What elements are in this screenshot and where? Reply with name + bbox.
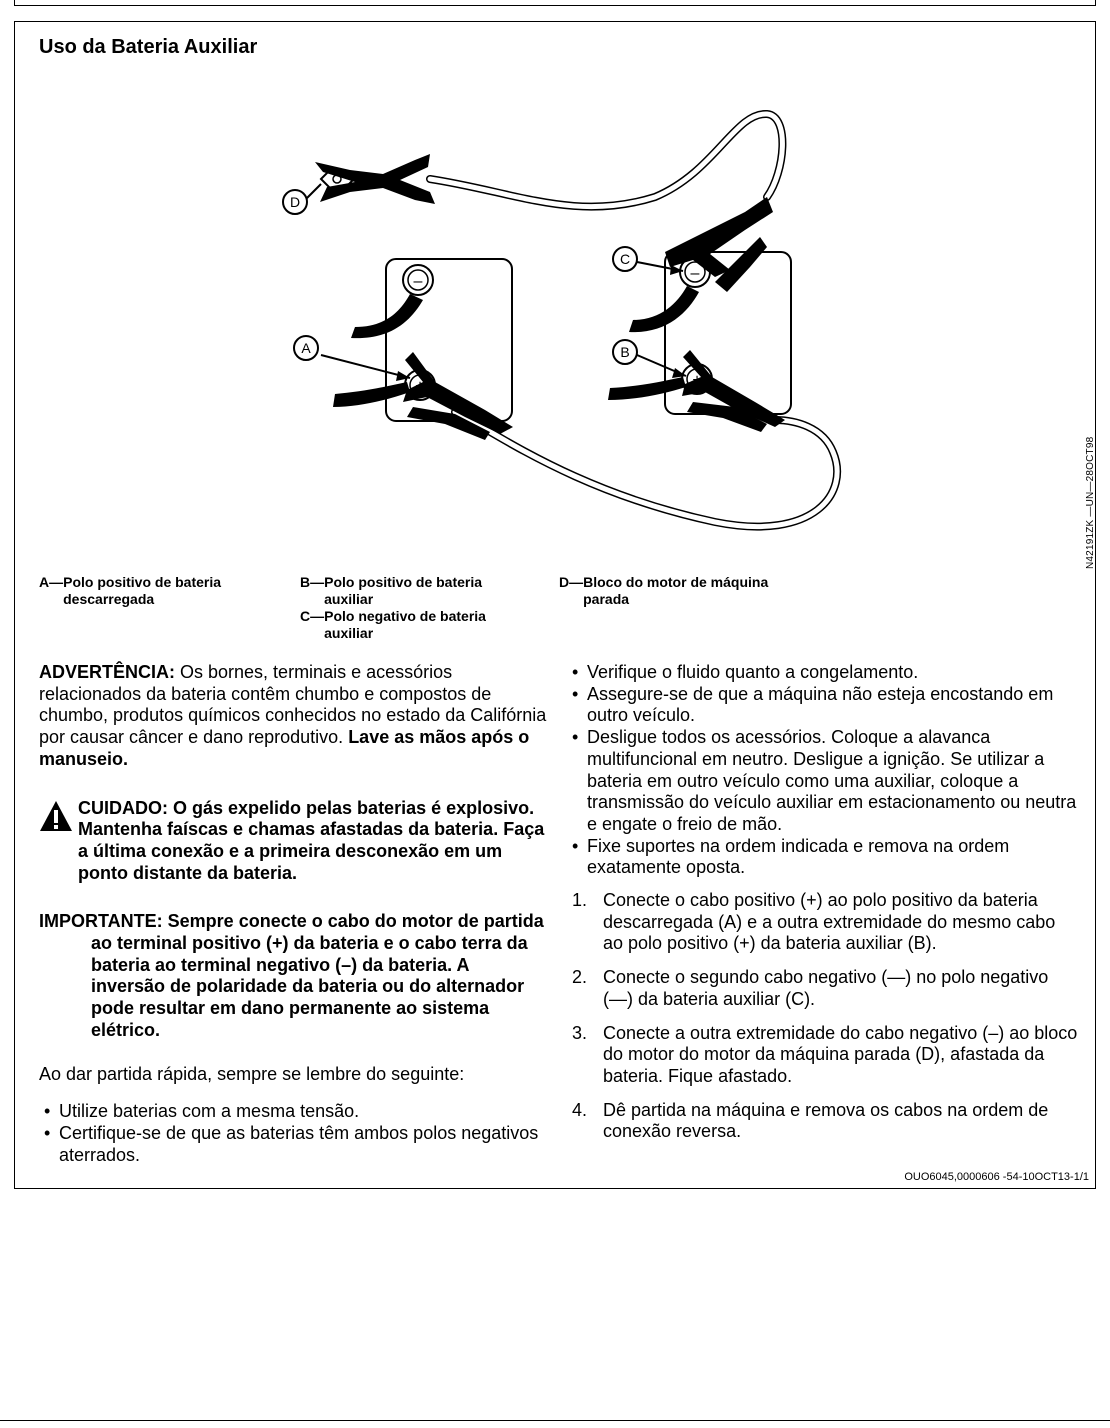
callout-b-marker — [613, 340, 637, 364]
bottom-rule — [0, 1420, 1110, 1421]
positive-cable — [455, 412, 837, 527]
step-item: 2. Conecte o segundo cabo negativo (—) no polo negativo (—) da bateria auxiliar (C). — [572, 967, 1049, 1009]
right-bullet-list — [567, 662, 1079, 879]
caution-block — [39, 798, 547, 885]
callout-a-marker — [294, 336, 318, 360]
callout-a: A— Polo positivo de bateria descarregada — [39, 574, 222, 607]
section-box — [14, 21, 1096, 1189]
list-item: • Verifique o fluido quanto a congelamento. — [567, 662, 1079, 684]
list-item: • Desligue todos os acessórios. Coloque a alavanca multifuncional em neutro. Desligue a ignição. Se utilizar a bateria em outro veículo como uma auxiliar, coloque a transmissão do veículo auxiliar em estacionamento ou neutra e engate o freio de mão. — [567, 727, 1079, 836]
list-item: • Assegure-se de que a máquina não esteja encostando em outro veículo. — [567, 684, 1079, 727]
page-title: Uso da Bateria Auxiliar — [39, 36, 258, 58]
right-column — [567, 662, 1079, 1155]
important-paragraph: IMPORTANTE: Sempre conecte o cabo do motor de partida ao terminal positivo (+) da bateria e o cabo terra da bateria ao terminal negativo (–) da bateria. A inversão de polaridade da bateria ou do alternador pode resultar em dano permanente ao sistema elétrico. — [39, 911, 544, 1040]
warning-paragraph: ADVERTÊNCIA: Os bornes, terminais e acessórios relacionados da bateria contêm chumbo e compostos de chumbo, produtos químicos conhecidos no estado da Califórnia por causar câncer e dano reprodutivo. Lave as mãos após o manuseio. — [39, 662, 547, 769]
step-item: 3. Conecte a outra extremidade do cabo negativo (–) ao bloco do motor do motor da máquina parada (D), afastada da bateria. Fique afastado. — [572, 1022, 1078, 1086]
callout-d: D— Bloco do motor de máquina parada — [559, 574, 769, 607]
step-item: 1. Conecte o cabo positivo (+) ao polo positivo da bateria descarregada (A) e a outra extremidade do mesmo cabo ao polo positivo (+) da bateria auxiliar (B). — [572, 890, 1056, 954]
left-column — [39, 662, 547, 1166]
callout-b: B— Polo positivo de bateria auxiliar — [300, 574, 483, 607]
document-code: OUO6045,0000606 -54-10OCT13-1/1 — [904, 1171, 1089, 1183]
left-bullet-list — [39, 1101, 547, 1166]
list-item: • Fixe suportes na ordem indicada e remova na ordem exatamente oposta. — [567, 836, 1079, 879]
figure-id: N42191ZK —UN—28OCT98 — [1085, 436, 1096, 569]
callout-list-1 — [39, 574, 269, 608]
svg-text:–: – — [690, 265, 700, 282]
negative-cable — [430, 114, 782, 207]
previous-section-frame — [14, 0, 1096, 6]
svg-text:–: – — [413, 273, 423, 290]
callout-list-3 — [559, 574, 819, 608]
warning-triangle-icon — [39, 800, 73, 832]
step-item: 4. Dê partida na máquina e remova os cabos na ordem de conexão reversa. — [572, 1099, 1049, 1142]
callout-c: C— Polo negativo de bateria auxiliar — [300, 608, 486, 641]
steps-list — [567, 890, 1079, 1143]
callout-d-marker — [283, 190, 307, 214]
intro-text: Ao dar partida rápida, sempre se lembre do seguinte: — [39, 1063, 465, 1084]
svg-text:B: B — [620, 344, 630, 360]
caution-text: CUIDADO: O gás expelido pelas baterias é explosivo. Mantenha faíscas e chamas afastadas da bateria. Faça a última conexão e a primeira desconexão em um ponto distante da bateria. — [78, 797, 545, 883]
callout-list-2 — [300, 574, 525, 642]
svg-text:C: C — [619, 251, 631, 267]
list-item: • Certifique-se de que as baterias têm ambos polos negativos aterrados. — [39, 1123, 547, 1166]
jump-start-diagram — [15, 22, 1095, 582]
svg-text:A: A — [301, 340, 311, 356]
callout-c-marker — [613, 247, 637, 271]
list-item: • Utilize baterias com a mesma tensão. — [39, 1101, 547, 1123]
svg-text:D: D — [289, 194, 301, 210]
